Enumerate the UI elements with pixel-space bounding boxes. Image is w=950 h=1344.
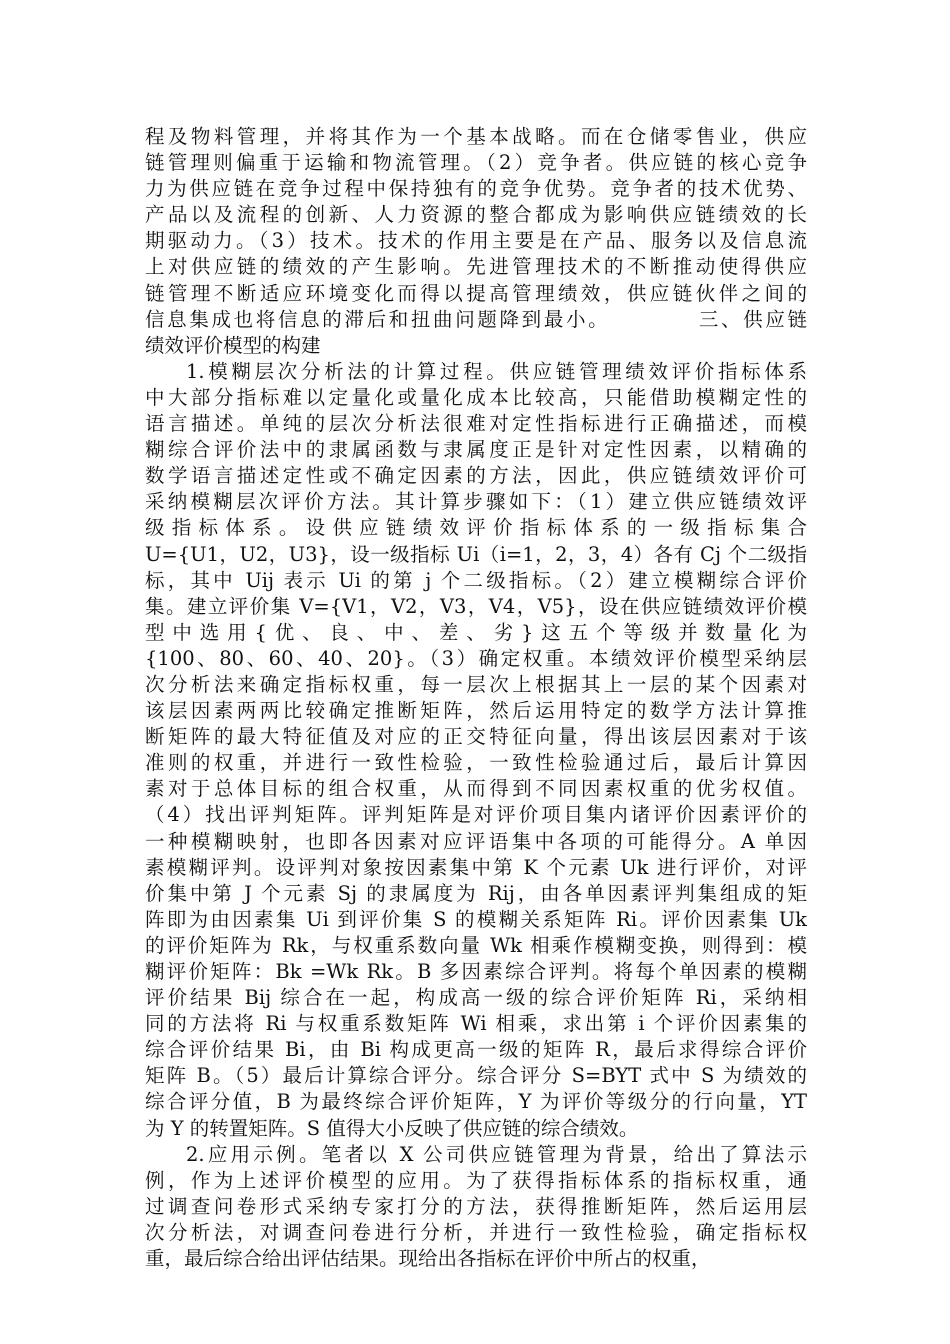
text-line: 糊评价矩阵：Bk =Wk Rk。B 多因素综合评判。将每个单因素的模糊 xyxy=(145,960,807,983)
text-line: 2.应用示例。笔者以 X 公司供应链管理为背景，给出了算法示 xyxy=(185,1142,807,1166)
text-line: 中大部分指标难以定量化或量化成本比较高，只能借助模糊定性的 xyxy=(145,385,807,409)
text-line: 同的方法将 Ri 与权重系数矩阵 Wi 相乘，求出第 i 个评价因素集的 xyxy=(145,1012,807,1036)
text-line: U={U1，U2，U3}，设一级指标 Ui（i=1，2，3，4）各有 Cj 个二级指 xyxy=(145,542,807,566)
text-line: 价集中第 J 个元素 Sj 的隶属度为 Rij，由各单因素评判集组成的矩 xyxy=(145,881,807,905)
text-line: 级指标体系。设供应链绩效评价指标体系的一级指标集合 xyxy=(145,516,807,540)
text-line: 糊综合评价法中的隶属函数与隶属度正是针对定性因素，以精确的 xyxy=(145,438,807,462)
text-line: 信息集成也将信息的滞后和扭曲问题降到最小。 三、供应链 xyxy=(145,307,807,331)
text-line: 程及物料管理，并将其作为一个基本战略。而在仓储零售业，供应 xyxy=(145,125,807,148)
text-line: 1.模糊层次分析法的计算过程。供应链管理绩效评价指标体系 xyxy=(185,359,807,383)
text-line: 产品以及流程的创新、人力资源的整合都成为影响供应链绩效的长 xyxy=(145,203,807,227)
example-paragraph xyxy=(145,1142,807,1272)
text-line: 上对供应链的绩效的产生影响。先进管理技术的不断推动使得供应 xyxy=(145,255,807,279)
text-line: 断矩阵的最大特征值及对应的正交特征向量，得出该层因素对于该 xyxy=(145,725,807,749)
text-line: 次分析法来确定指标权重，每一层次上根据其上一层的某个因素对 xyxy=(145,672,807,696)
text-line: 语言描述。单纯的层次分析法很难对定性指标进行正确描述，而模 xyxy=(145,412,807,436)
text-line: 链管理则偏重于运输和物流管理。（2）竞争者。供应链的核心竞争 xyxy=(145,151,807,175)
text-line: 一种模糊映射，也即各因素对应评语集中各项的可能得分。A 单因 xyxy=(145,829,807,853)
text-line: 素对于总体目标的组合权重，从而得到不同因素权重的优劣权值。 xyxy=(145,777,807,801)
document-body xyxy=(145,124,807,1272)
text-line: 矩阵 B。（5）最后计算综合评分。综合评分 S=BYT 式中 S 为绩效的 xyxy=(145,1064,807,1088)
text-line: 过调查问卷形式采纳专家打分的方法，获得推断矩阵，然后运用层 xyxy=(145,1194,807,1218)
text-line: （4）找出评判矩阵。评判矩阵是对评价项目集内诸评价因素评价的 xyxy=(145,803,807,827)
text-line: 阵即为由因素集 Ui 到评价集 S 的模糊关系矩阵 Ri。评价因素集 Uk xyxy=(145,907,807,931)
text-line: 例，作为上述评价模型的应用。为了获得指标体系的指标权重，通 xyxy=(145,1168,807,1192)
text-line: 标，其中 Uij 表示 Ui 的第 j 个二级指标。（2）建立模糊综合评价 xyxy=(145,568,807,592)
text-line: 力为供应链在竞争过程中保持独有的竞争优势。竞争者的技术优势、 xyxy=(145,177,807,201)
text-line: 准则的权重，并进行一致性检验，一致性检验通过后，最后计算因 xyxy=(145,751,807,775)
intro-paragraph xyxy=(145,124,807,359)
text-line: 为 Y 的转置矩阵。S 值得大小反映了供应链的综合绩效。 xyxy=(145,1116,639,1140)
text-line: 采纳模糊层次评价方法。其计算步骤如下：（1）建立供应链绩效评 xyxy=(145,490,807,514)
text-line: 综合评价结果 Bi，由 Bi 构成更高一级的矩阵 R，最后求得综合评价 xyxy=(145,1038,807,1062)
fahp-paragraph xyxy=(145,359,807,1142)
text-line: 次分析法，对调查问卷进行分析，并进行一致性检验，确定指标权 xyxy=(145,1220,807,1244)
text-line: 型中选用{优、良、中、差、劣}这五个等级并数量化为 xyxy=(145,620,807,644)
text-line: 链管理不断适应环境变化而得以提高管理绩效，供应链伙伴之间的 xyxy=(145,281,807,305)
text-line: 综合评分值，B 为最终综合评价矩阵，Y 为评价等级分的行向量，YT xyxy=(145,1090,807,1114)
text-line: 集。建立评价集 V={V1，V2，V3，V4，V5}，设在供应链绩效评价模 xyxy=(145,594,807,618)
text-line: 素模糊评判。设评判对象按因素集中第 K 个元素 Uk 进行评价，对评 xyxy=(145,855,807,879)
text-line: 数学语言描述定性或不确定因素的方法，因此，供应链绩效评价可 xyxy=(145,464,807,488)
text-line: 的评价矩阵为 Rk，与权重系数向量 Wk 相乘作模糊变换，则得到：模 xyxy=(145,933,807,957)
text-line: 重，最后综合给出评估结果。现给出各指标在评价中所占的权重， xyxy=(145,1247,711,1271)
text-line: 评价结果 Bij 综合在一起，构成高一级的综合评价矩阵 Ri，采纳相 xyxy=(145,986,807,1010)
text-line: 该层因素两两比较确定推断矩阵，然后运用特定的数学方法计算推 xyxy=(145,699,807,723)
text-line: 绩效评价模型的构建 xyxy=(145,333,321,357)
text-line: {100、80、60、40、20}。（3）确定权重。本绩效评价模型采纳层 xyxy=(145,646,807,670)
text-line: 期驱动力。（3）技术。技术的作用主要是在产品、服务以及信息流 xyxy=(145,229,807,253)
